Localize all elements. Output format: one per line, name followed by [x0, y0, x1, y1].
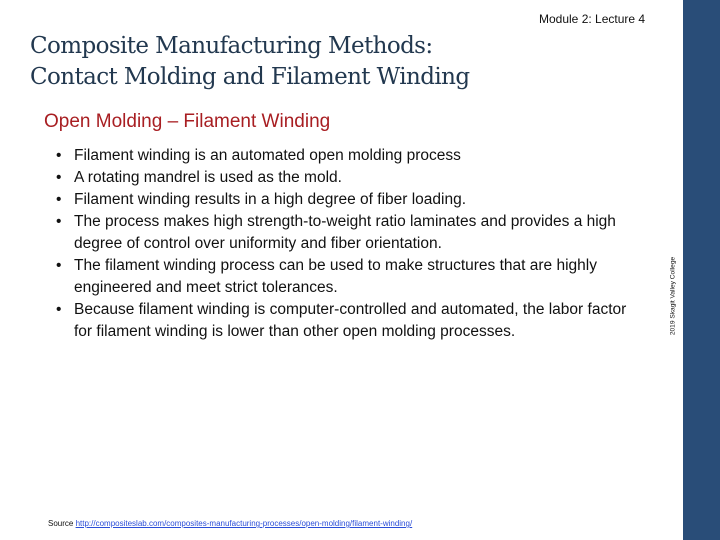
source-label: Source [48, 519, 76, 528]
slide-title [30, 31, 650, 93]
section-subtitle: Open Molding – Filament Winding [44, 111, 331, 132]
bullet-item-6: • Because filament winding is computer-controlled and automated, the labor factor for filament winding is lower than other open molding processes. [46, 299, 636, 343]
bullet-item-1: • Filament winding is an automated open molding process [46, 145, 636, 167]
source-link[interactable]: http://compositeslab.com/composites-manufacturing-processes/open-molding/filament-winding/ [75, 519, 413, 528]
module-label: Module 2: Lecture 4 [539, 12, 646, 26]
title-line-2: Contact Molding and Filament Winding [30, 64, 470, 90]
title-line-1: Composite Manufacturing Methods: [30, 33, 433, 59]
bullet-item-3: • Filament winding results in a high degree of fiber loading. [46, 189, 636, 211]
bullet-list [46, 145, 636, 343]
bullet-item-4: • The process makes high strength-to-weight ratio laminates and provides a high degree of control over uniformity and fiber orientation. [46, 211, 636, 255]
bullet-item-2: • A rotating mandrel is used as the mold. [46, 167, 636, 189]
bullet-item-5: • The filament winding process can be used to make structures that are highly engineered and meet strict tolerances. [46, 255, 636, 299]
vertical-footer-text: 2019 Skagit Valley College [669, 256, 677, 336]
right-sidebar-band [683, 0, 720, 540]
source-line [48, 519, 412, 528]
